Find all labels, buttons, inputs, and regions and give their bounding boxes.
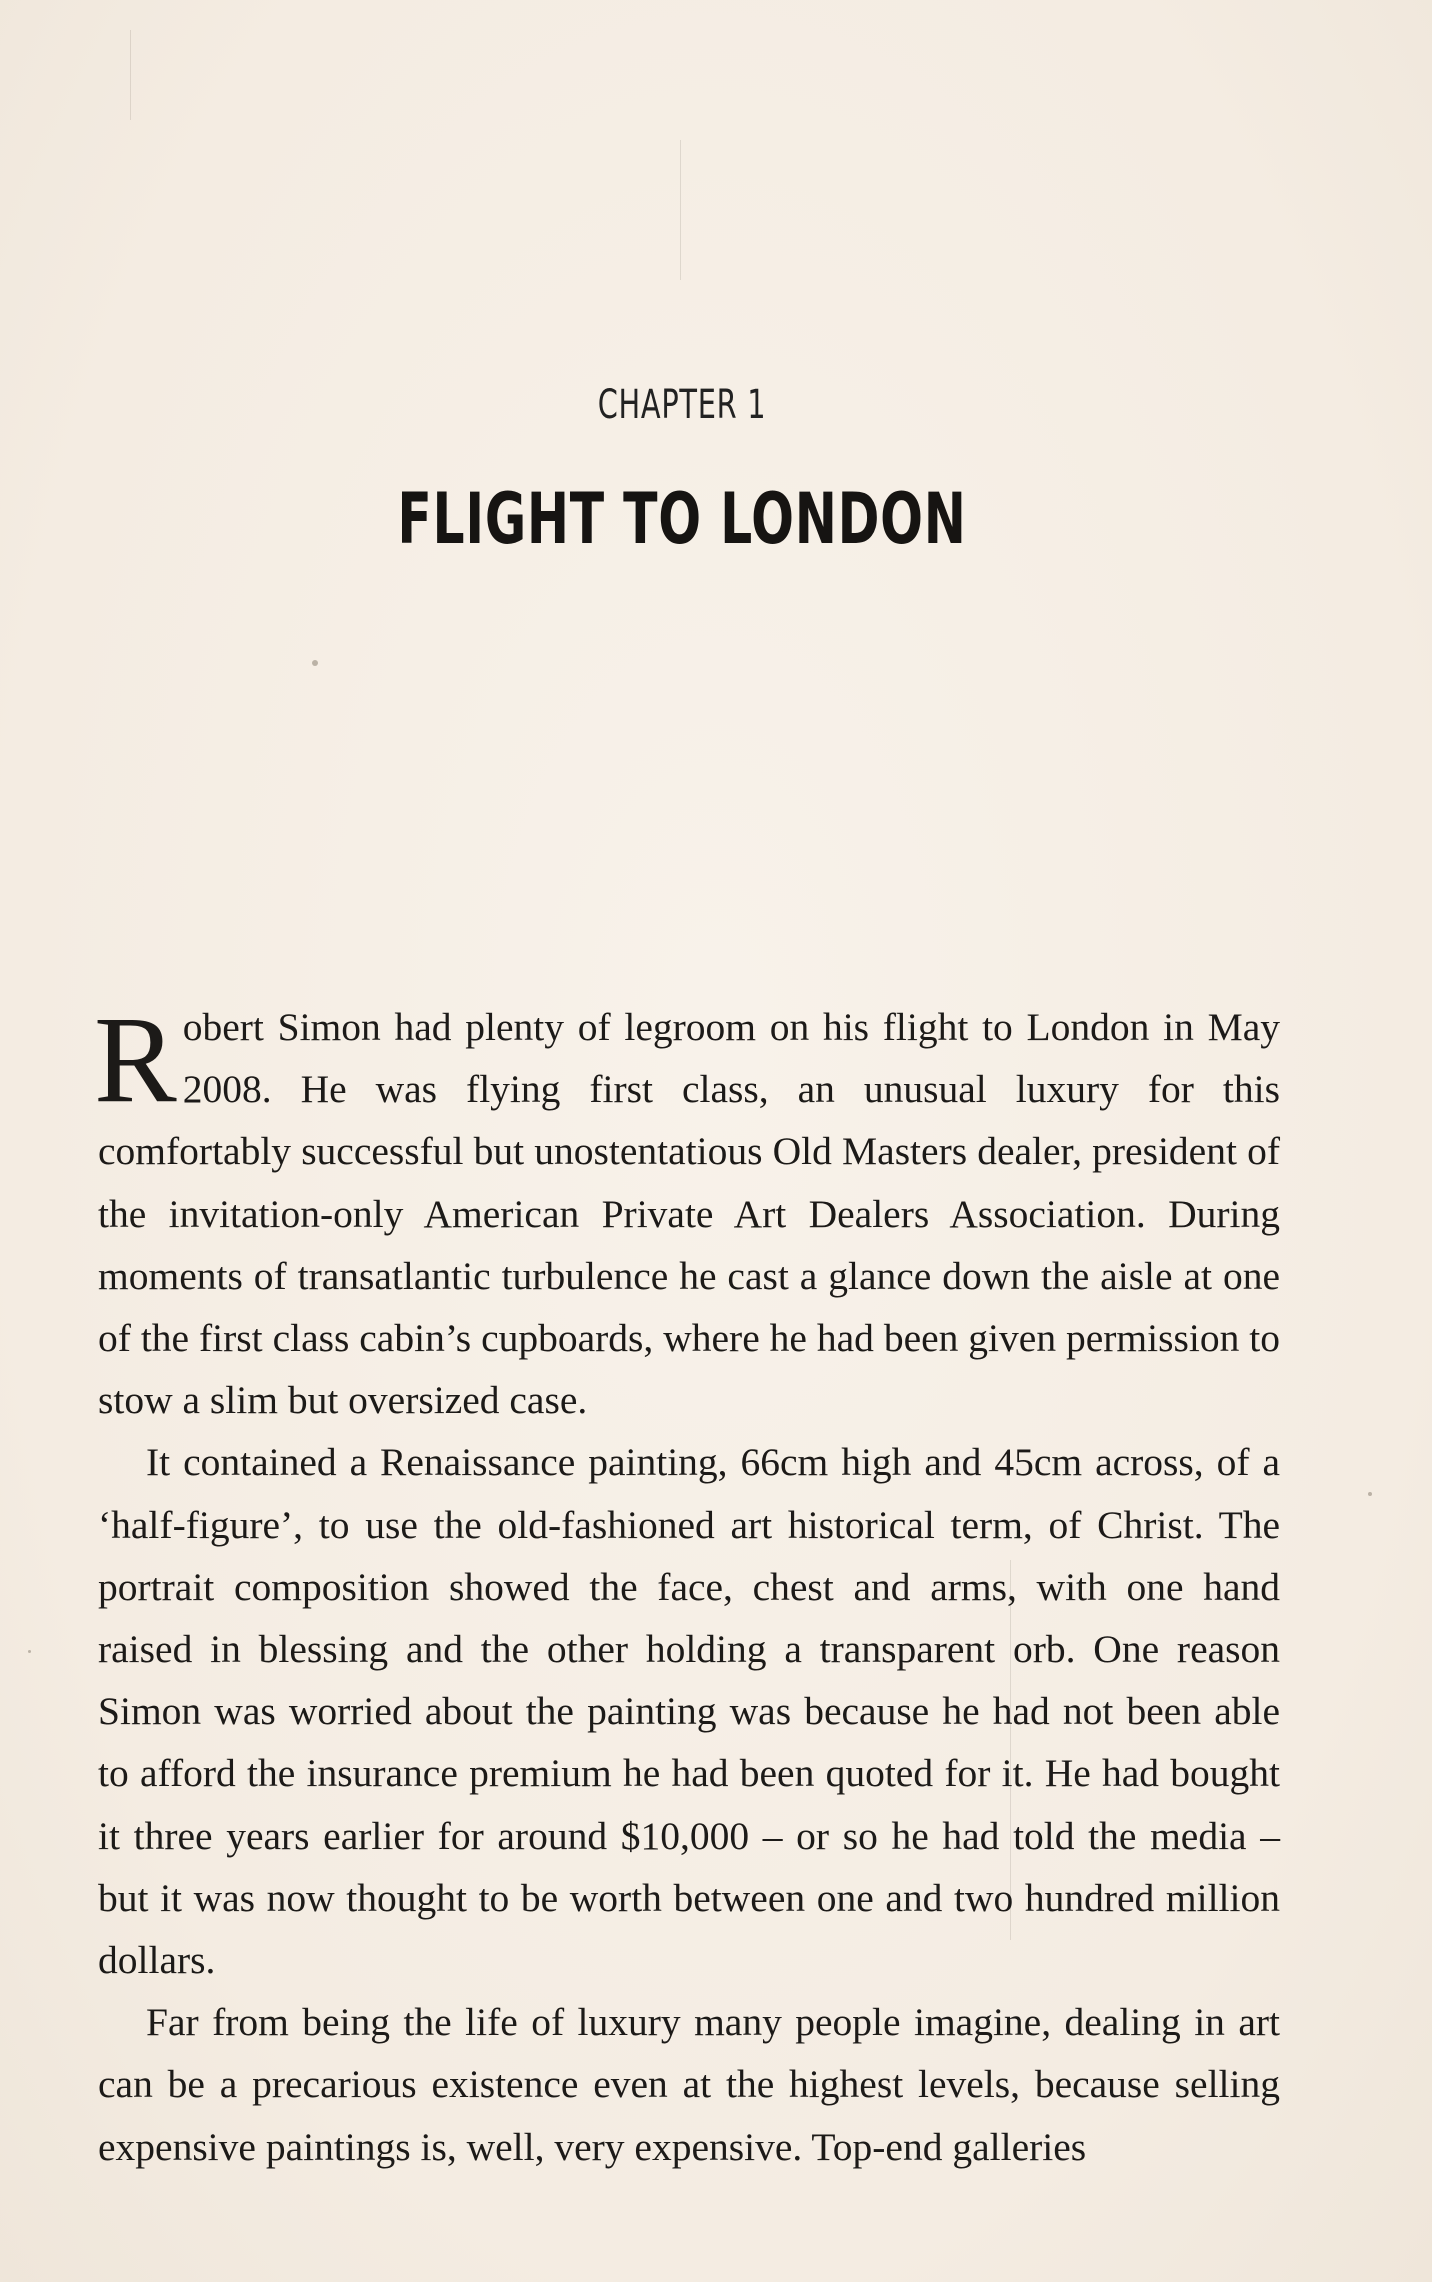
- dust-speck: [1368, 1492, 1372, 1496]
- chapter-body: [94, 991, 1280, 2178]
- paragraph-1: [94, 991, 1280, 1431]
- paragraph-1-text: obert Simon had plenty of legroom on his flight to London in May 2008. He was flying first class, an unusual luxury for this comfortably successful but unostentatious Old Masters dealer, president of the invitation-only American Private Art Dealers Association. During moments of transatlantic turbulence he cast a glance down the aisle at one of the first class cabin’s cupboards, where he had been given permission to stow a slim but oversized case.: [98, 1005, 1280, 1423]
- paragraph-3: Far from being the life of luxury many people imagine, dealing in art can be a precarious existence even at the highest levels, because selling expensive paintings is, well, very expensive. Top-end galleries: [98, 2000, 1280, 2169]
- chapter-title: FLIGHT TO LONDON: [397, 478, 967, 560]
- dust-speck: [28, 1650, 31, 1653]
- page-crease: [680, 140, 681, 280]
- page-crease: [130, 30, 131, 120]
- chapter-number: CHAPTER 1: [597, 382, 767, 428]
- dust-speck: [312, 660, 318, 666]
- drop-cap: R: [94, 991, 177, 1128]
- paragraph-2: It contained a Renaissance painting, 66cm high and 45cm across, of a ‘half-figure’, to use the old-fashioned art historical term, of Christ. The portrait composition showed the face, chest and arms, with one hand raised in blessing and the other holding a transparent orb. One reason Simon was worried about the painting was because he had not been able to afford the insurance premium he had been quoted for it. He had bought it three years earlier for around $10,000 – or so he had told the media – but it was now thought to be worth between one and two hundred million dollars.: [98, 1440, 1280, 1983]
